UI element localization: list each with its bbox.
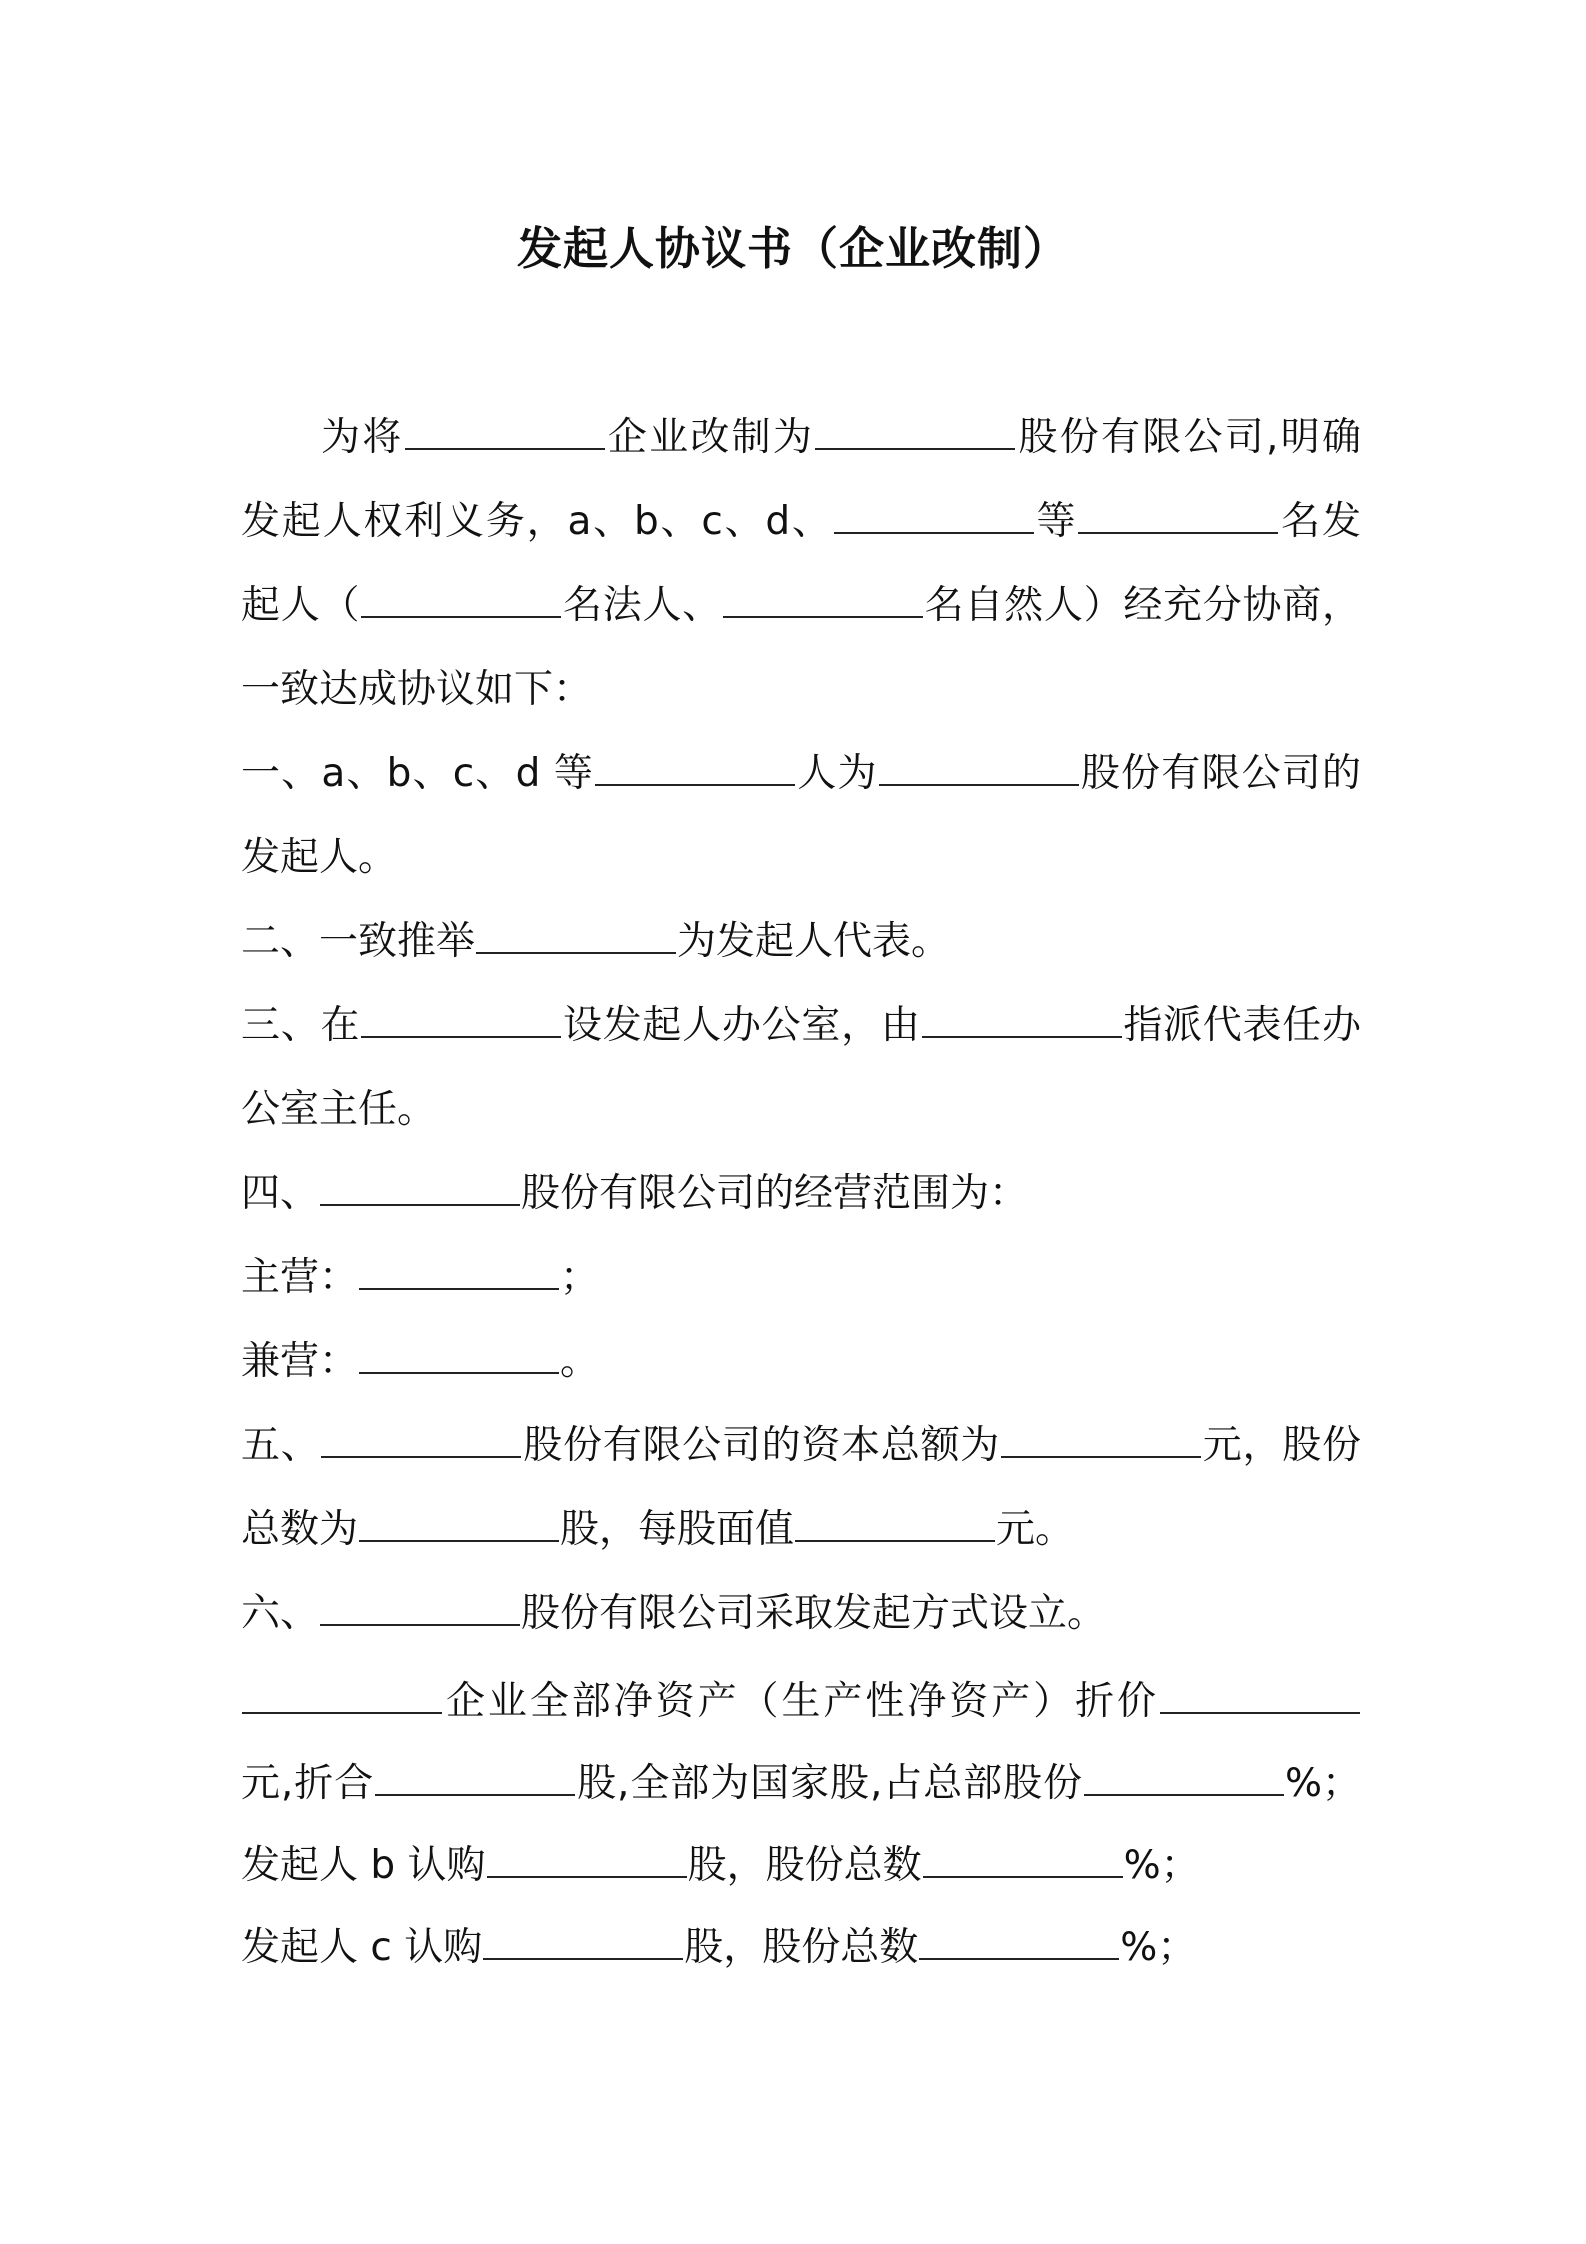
- clause-4-main-business: [241, 1248, 1361, 1308]
- text: 股份有限公司的资本总额为: [522, 1423, 1001, 1468]
- text: 为发起人代表。: [677, 919, 951, 964]
- text: 名法人、: [562, 583, 722, 628]
- fill-blank[interactable]: [242, 1681, 442, 1714]
- fill-blank[interactable]: [834, 501, 1034, 534]
- text: 股,全部为国家股,占总部股份: [576, 1761, 1083, 1806]
- text: ；: [560, 1255, 600, 1300]
- clause-6-line-2: [241, 1672, 1361, 1732]
- fill-blank[interactable]: [795, 1509, 995, 1542]
- clause-6-line-5: [241, 1918, 1361, 1978]
- text: %；: [1123, 1843, 1200, 1888]
- clause-5-line-1: [241, 1416, 1361, 1476]
- clause-6-line-4: [241, 1836, 1361, 1896]
- fill-blank[interactable]: [723, 585, 923, 618]
- clause-4-side-business: [241, 1332, 1361, 1392]
- fill-blank[interactable]: [1078, 501, 1278, 534]
- text: 起人（: [241, 583, 361, 628]
- clause-2: [241, 912, 1361, 972]
- text: 股份有限公司的经营范围为：: [521, 1171, 1029, 1216]
- intro-line-3: [241, 576, 1361, 636]
- fill-blank[interactable]: [483, 1927, 683, 1960]
- fill-blank[interactable]: [359, 1509, 559, 1542]
- fill-blank[interactable]: [361, 585, 561, 618]
- text: 股份有限公司,明确: [1016, 415, 1361, 460]
- clause-3-line-2: 公室主任。: [241, 1087, 437, 1132]
- text: 企业改制为: [605, 415, 815, 460]
- text: 主营：: [241, 1255, 359, 1300]
- text: 元，股份: [1202, 1423, 1361, 1468]
- text: 股份有限公司采取发起方式设立。: [521, 1591, 1107, 1636]
- text: 元,折合: [241, 1761, 375, 1806]
- fill-blank[interactable]: [361, 1005, 561, 1038]
- fill-blank[interactable]: [320, 1173, 520, 1206]
- text: 兼营：: [241, 1339, 359, 1384]
- fill-blank[interactable]: [919, 1927, 1119, 1960]
- intro-line-1: [321, 408, 1361, 468]
- text: 发起人 b 认购: [241, 1843, 486, 1888]
- clause-3-line-1: [241, 996, 1361, 1056]
- fill-blank[interactable]: [320, 1593, 520, 1626]
- text: 。: [560, 1339, 600, 1384]
- text: %；: [1284, 1761, 1361, 1806]
- text: 股，股份总数: [687, 1843, 922, 1888]
- intro-line-4: 一致达成协议如下：: [241, 667, 593, 712]
- clause-4-line-1: [241, 1164, 1361, 1224]
- fill-blank[interactable]: [923, 1845, 1123, 1878]
- fill-blank[interactable]: [595, 753, 795, 786]
- text: 发起人权利义务，a、b、c、d、: [241, 499, 833, 544]
- text: 股，每股面值: [560, 1507, 795, 1552]
- fill-blank[interactable]: [359, 1341, 559, 1374]
- text: 股份有限公司的: [1079, 751, 1361, 796]
- text: 人为: [796, 751, 878, 796]
- text: 发起人 c 认购: [241, 1925, 483, 1970]
- fill-blank[interactable]: [476, 921, 676, 954]
- fill-blank[interactable]: [879, 753, 1079, 786]
- fill-blank[interactable]: [815, 417, 1015, 450]
- text: 总数为: [241, 1507, 359, 1552]
- text: 股，股份总数: [684, 1925, 919, 1970]
- text: 等: [1034, 499, 1078, 544]
- intro-line-2: [241, 492, 1361, 552]
- text: 元。: [996, 1507, 1075, 1552]
- text: 五、: [241, 1423, 321, 1468]
- text: 为将: [321, 415, 404, 460]
- text: 一、a、b、c、d 等: [241, 751, 595, 796]
- fill-blank[interactable]: [487, 1845, 687, 1878]
- text: 名发: [1279, 499, 1361, 544]
- fill-blank[interactable]: [321, 1425, 521, 1458]
- text: 指派代表任办: [1122, 1003, 1361, 1048]
- fill-blank[interactable]: [359, 1257, 559, 1290]
- clause-6-line-1: [241, 1584, 1361, 1644]
- clause-5-line-2: [241, 1500, 1361, 1560]
- fill-blank[interactable]: [1160, 1681, 1360, 1714]
- fill-blank[interactable]: [375, 1763, 575, 1796]
- text: 设发起人办公室，由: [562, 1003, 921, 1048]
- text: %；: [1120, 1925, 1197, 1970]
- text: 名自然人）经充分协商，: [923, 583, 1361, 628]
- fill-blank[interactable]: [1084, 1763, 1284, 1796]
- clause-1-line-1: [241, 744, 1361, 804]
- clause-1-line-2: 发起人。: [241, 835, 398, 880]
- fill-blank[interactable]: [1001, 1425, 1201, 1458]
- text: 三、在: [241, 1003, 361, 1048]
- text: 二、一致推举: [241, 919, 476, 964]
- document-title: 发起人协议书（企业改制）: [516, 222, 1069, 275]
- text: 六、: [241, 1591, 320, 1636]
- fill-blank[interactable]: [405, 417, 605, 450]
- fill-blank[interactable]: [922, 1005, 1122, 1038]
- text: 四、: [241, 1171, 320, 1216]
- text: 企业全部净资产（生产性净资产）折价: [443, 1679, 1159, 1724]
- clause-6-line-3: [241, 1754, 1361, 1814]
